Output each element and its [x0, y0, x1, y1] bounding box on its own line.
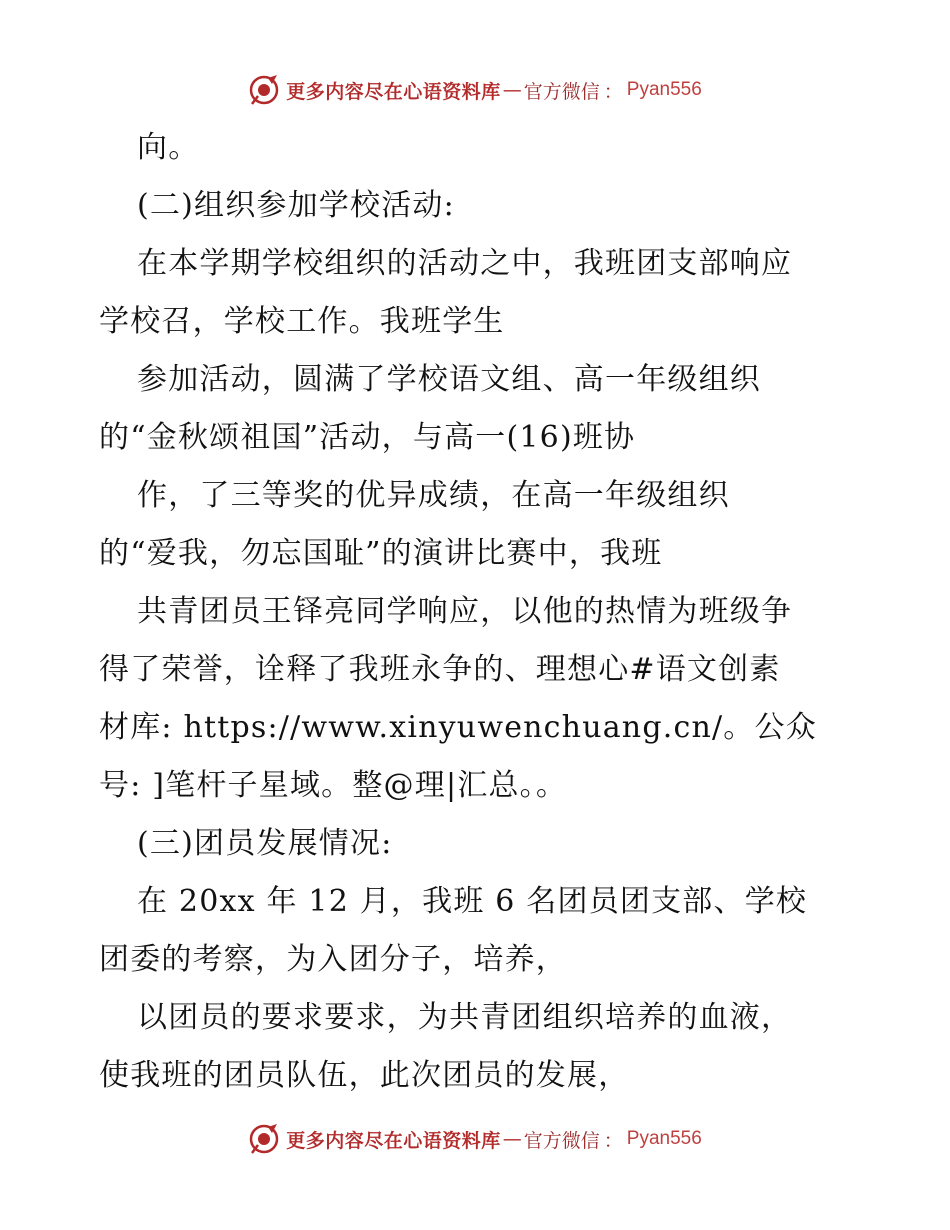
- text-line: 材库: https://www.xinyuwenchuang.cn/。公众: [99, 710, 817, 745]
- text-line: 共青团员王铎亮同学响应，以他的热情为班级争: [137, 594, 793, 629]
- text-line: 以团员的要求要求，为共青团组织培养的血液，: [137, 1000, 793, 1035]
- header-banner: [0, 70, 950, 110]
- pen-logo-icon: [248, 1123, 280, 1155]
- text-line: 号: ]笔杆子星域。整@理|汇总。。: [99, 768, 568, 803]
- text-line: 团委的考察，为入团分子，培养，: [99, 942, 567, 977]
- banner-dash: —: [502, 79, 522, 101]
- text-line: 的“金秋颂祖国”活动，与高一(16)班协: [99, 420, 636, 455]
- footer-banner: [0, 1119, 950, 1159]
- text-line: 作，了三等奖的优异成绩，在高一年级组织: [137, 478, 730, 513]
- banner-separator: ：: [603, 80, 623, 103]
- banner-wechat-label: 官方微信: [523, 80, 600, 103]
- banner-tagline: 更多内容尽在心语资料库: [286, 1129, 501, 1152]
- text-line: 向。: [137, 130, 200, 165]
- text-line: 学校召，学校工作。我班学生: [99, 304, 505, 339]
- section-heading: (二)组织参加学校活动:: [137, 188, 455, 223]
- banner-dash: —: [502, 1128, 522, 1150]
- banner-tagline: 更多内容尽在心语资料库: [286, 80, 501, 103]
- section-heading: (三)团员发展情况:: [137, 826, 393, 861]
- text-line: 参加活动，圆满了学校语文组、高一年级组织: [137, 362, 761, 397]
- banner-wechat-handle: Pyan556: [626, 79, 702, 100]
- text-line: 在 20xx 年 12 月，我班 6 名团员团支部、学校: [137, 884, 808, 919]
- banner-separator: ：: [603, 1129, 623, 1152]
- text-line: 的“爱我，勿忘国耻”的演讲比赛中，我班: [99, 536, 663, 571]
- text-line: 在本学期学校组织的活动之中，我班团支部响应: [137, 246, 793, 281]
- text-line: 使我班的团员队伍，此次团员的发展，: [99, 1058, 630, 1093]
- text-line: 得了荣誉，诠释了我班永争的、理想心#语文创素: [99, 652, 781, 687]
- banner-wechat-label: 官方微信: [523, 1129, 600, 1152]
- pen-logo-icon: [248, 74, 280, 106]
- banner-wechat-handle: Pyan556: [626, 1128, 702, 1149]
